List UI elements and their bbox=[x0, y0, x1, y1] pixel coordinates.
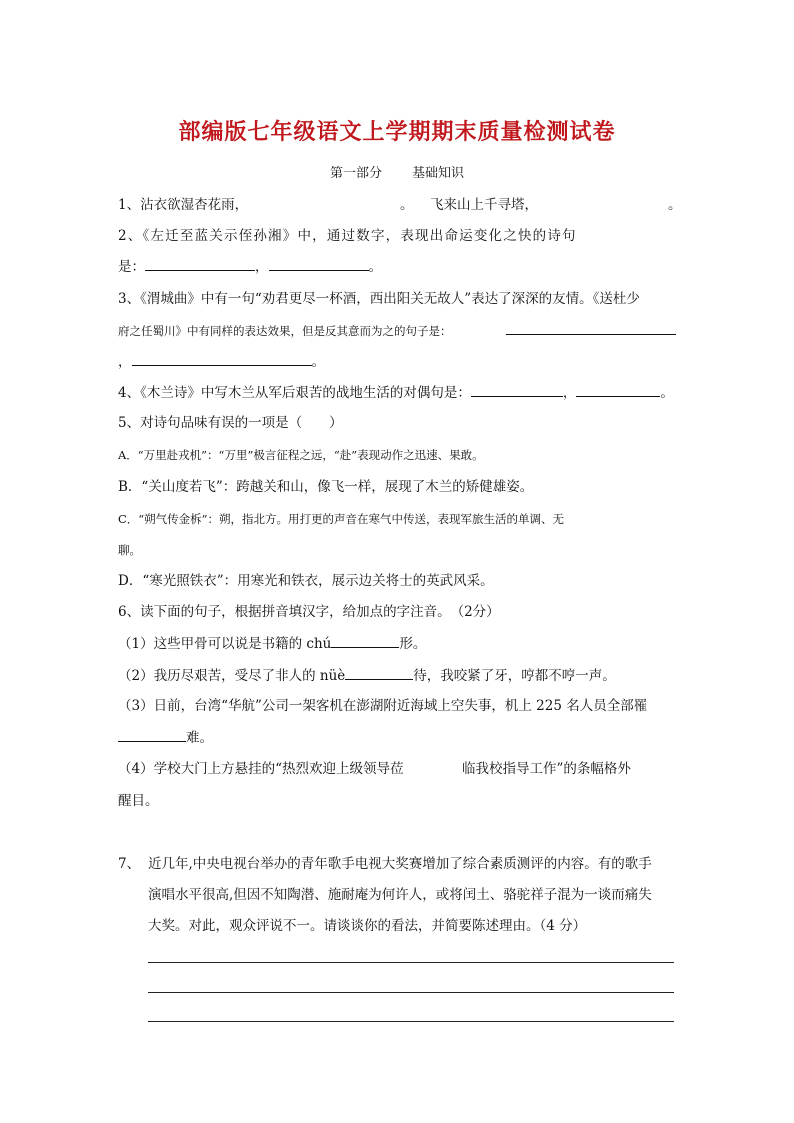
q3-blank-1[interactable] bbox=[506, 322, 676, 335]
question-7-line-3: 大奖。对此，观众评说不一。请谈谈你的看法，并简要陈述理由。（4 分） bbox=[148, 918, 587, 934]
q3-blank-2[interactable] bbox=[132, 353, 312, 366]
question-7-line-2: 演唱水平很高,但因不知陶潜、施耐庵为何许人，或将闰土、骆驼祥子混为一谈而痛失 bbox=[148, 887, 652, 903]
q3-blank-1-wrap bbox=[506, 322, 676, 340]
answer-line-2[interactable] bbox=[148, 992, 674, 993]
question-4: 4、《木兰诗》中写木兰从军后艰苦的战地生活的对偶句是： ， 。 bbox=[118, 385, 674, 401]
q6-sentence-4-cont: 醒目。 bbox=[118, 793, 159, 809]
page-title: 部编版七年级语文上学期期末质量检测试卷 bbox=[178, 119, 616, 145]
q6-sentence-4-end: 临我校指导工作”的条幅格外 bbox=[462, 761, 631, 777]
answer-line-3[interactable] bbox=[148, 1021, 674, 1022]
question-7-number: 7、 bbox=[118, 856, 141, 872]
q6-sentence-4: （4）学校大门上方悬挂的“热烈欢迎上级领导莅 bbox=[118, 761, 404, 777]
q1-period-1: 。 bbox=[400, 197, 414, 213]
q2-answer: 是： ， 。 bbox=[118, 259, 382, 275]
q2-blank-1[interactable] bbox=[145, 258, 255, 271]
q6-sentence-2: （2）我历尽艰苦，受尽了非人的 nüè 待，我咬紧了牙，哼都不哼一声。 bbox=[118, 668, 616, 684]
q6-sentence-3-cont: 难。 bbox=[118, 729, 213, 747]
q4-blank-1[interactable] bbox=[471, 384, 563, 397]
q6-blank-1[interactable] bbox=[331, 635, 399, 648]
q3-line-3: ， 。 bbox=[118, 354, 325, 370]
section-part: 第一部分 bbox=[329, 166, 382, 181]
section-name: 基础知识 bbox=[412, 166, 465, 181]
question-2: 2、《左迁至蓝关示侄孙湘》中，通过数字，表现出命运变化之快的诗句 bbox=[118, 228, 577, 244]
q5-option-c-cont: 聊。 bbox=[118, 543, 141, 557]
q4-blank-2[interactable] bbox=[576, 384, 660, 397]
q6-blank-3[interactable] bbox=[118, 729, 186, 742]
q5-option-a: A．“万里赴戎机”：“万里”极言征程之远，“赴”表现动作之迅速、果敢。 bbox=[118, 448, 484, 462]
q3-line-2: 府之任蜀川》中有同样的表达效果，但是反其意而为之的句子是： bbox=[118, 324, 452, 338]
q5-option-b: B．“关山度若飞”：跨越关和山，像飞一样，展现了木兰的矫健雄姿。 bbox=[118, 479, 534, 495]
question-3: 3、《渭城曲》中有一句“劝君更尽一杯酒，西出阳关无故人”表达了深深的友情。《送杜少 bbox=[118, 291, 640, 307]
question-6: 6、读下面的句子，根据拼音填汉字，给加点的字注音。 （2分） bbox=[118, 604, 500, 620]
section-heading bbox=[0, 162, 794, 181]
q6-sentence-3: （3）日前，台湾“华航”公司一架客机在澎湖附近海域上空失事，机上 225 名人员全部罹 bbox=[118, 698, 648, 714]
q6-sentence-1: （1）这些甲骨可以说是书籍的 chú 形。 bbox=[118, 636, 427, 652]
q1-first-line: 1、沾衣欲湿杏花雨， bbox=[118, 197, 249, 213]
answer-line-1[interactable] bbox=[148, 962, 674, 963]
q1-period-2: 。 bbox=[668, 197, 682, 213]
q5-option-c: C．“朔气传金柝”：朔，指北方。用打更的声音在寒气中传送，表现军旅生活的单调、无 bbox=[118, 512, 565, 526]
question-1 bbox=[118, 196, 248, 214]
q2-blank-2[interactable] bbox=[269, 258, 369, 271]
q5-option-d: D．“寒光照铁衣”：用寒光和铁衣，展示边关将士的英武风采。 bbox=[118, 573, 494, 589]
q6-blank-2[interactable] bbox=[345, 667, 413, 680]
question-5: 5、对诗句品味有误的一项是（ ） bbox=[118, 415, 343, 431]
question-7: 近几年,中央电视台举办的青年歌手电视大奖赛增加了综合素质测评的内容。有的歌手 bbox=[148, 856, 652, 872]
q1-second-line: 飞来山上千寻塔， bbox=[430, 197, 538, 213]
